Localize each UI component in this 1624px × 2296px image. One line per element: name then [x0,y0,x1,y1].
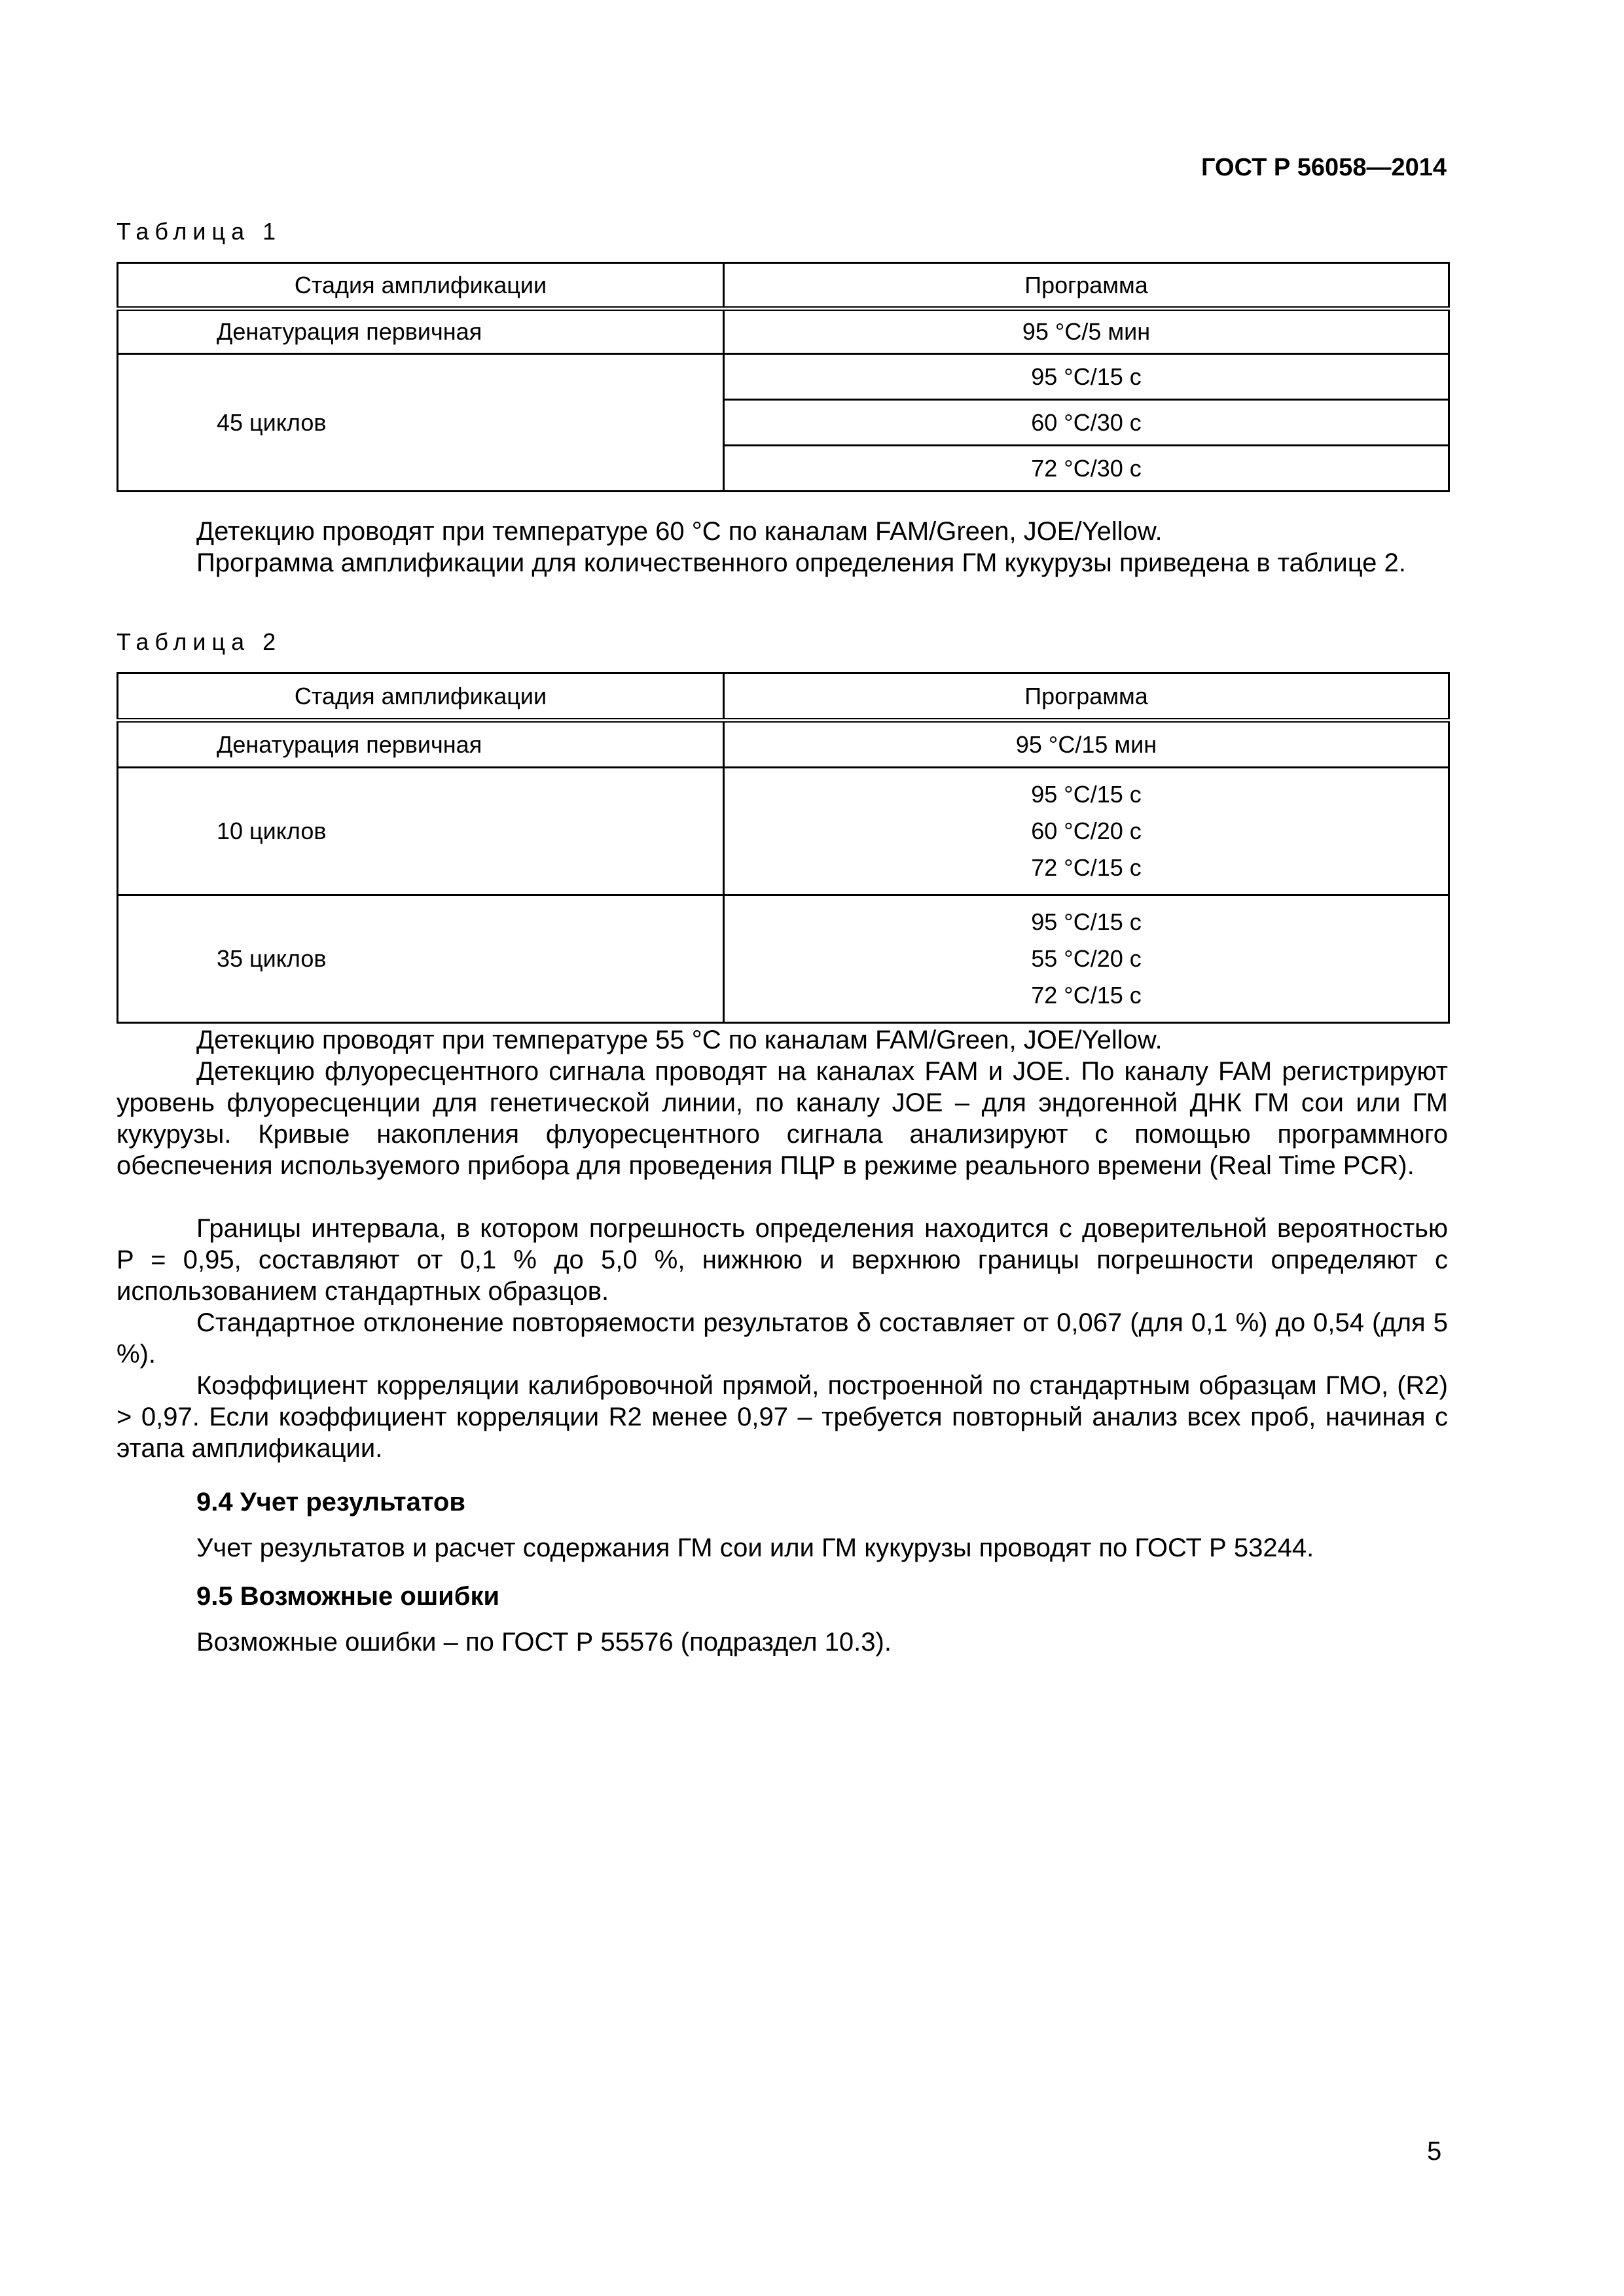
table2-row3-program-b: 55 °С/20 с [1031,945,1142,972]
table2-row2-program-b: 60 °С/20 с [1031,817,1142,844]
table2-row3-stage: 35 циклов [118,895,724,1023]
detection-note-60: Детекцию проводят при температуре 60 °С по каналам FAM/Green, JOE/Yellow. [196,517,1163,546]
correlation-paragraph: Коэффициент корреляции калибровочной прямой, построенной по стандартным образцам ГМО, (R2) > 0,97. Если коэффициент корреляции R2 менее 0,97 – требуется повторный анализ всех проб, начиная с этапа амплификации. [117,1371,1448,1463]
table2-row2-stage: 10 циклов [118,768,724,895]
table2-row3-program-a: 95 °С/15 с [1031,908,1142,935]
table1-row2-program-c: 72 °С/30 с [724,446,1449,492]
table1-caption: Таблица 1 [117,218,282,245]
table1-row1-stage: Денатурация первичная [118,309,724,354]
table2-header-stage: Стадия амплификации [118,673,724,721]
document-standard-number: ГОСТ Р 56058—2014 [1201,154,1447,181]
table2 [117,672,1450,1024]
table1-row1-program: 95 °С/5 мин [724,309,1449,354]
detection-note-55: Детекцию проводят при температуре 55 °С по каналам FAM/Green, JOE/Yellow. [196,1026,1163,1054]
table2-row1-stage: Денатурация первичная [118,721,724,768]
section-9-5-heading: 9.5 Возможные ошибки [196,1582,500,1611]
interval-bounds-paragraph: Границы интервала, в котором погрешность определения находится с доверительной вероятностью P = 0,95, составляют от 0,1 % до 5,0 %, нижнюю и верхнюю границы погрешности определяют с использованием стандартных образцов. [117,1214,1448,1306]
table2-header-program: Программа [724,673,1449,721]
program-note: Программа амплификации для количественного определения ГМ кукурузы приведена в таблице 2. [196,548,1406,577]
std-deviation-paragraph: Стандартное отклонение повторяемости результатов δ составляет от 0,067 (для 0,1 %) до 0,54 (для 5 %). [117,1308,1448,1369]
table1 [117,262,1450,492]
fluorescence-paragraph: Детекцию флуоресцентного сигнала проводят на каналах FAM и JOE. По каналу FAM регистрируют уровень флуоресценции для генетической линии, по каналу JOE – для эндогенной ДНК ГМ сои или ГМ кукурузы. Кривые накопления флуоресцентного сигнала анализируют с помощью программного обеспечения используемого прибора для проведения ПЦР в режиме реального времени (Real Time PCR). [117,1057,1448,1180]
table1-row2-program-b: 60 °С/30 с [724,400,1449,446]
page-number: 5 [1427,2137,1442,2166]
table1-row2-stage: 45 циклов [118,354,724,492]
table2-caption: Таблица 2 [117,628,282,655]
table2-row3-program [724,895,1449,1023]
table2-row2-program [724,768,1449,895]
table1-row2-program-a: 95 °С/15 с [724,354,1449,400]
table2-row3-program-c: 72 °С/15 с [1031,982,1142,1009]
table2-row1-program: 95 °С/15 мин [724,721,1449,768]
table2-row2-program-c: 72 °С/15 с [1031,854,1142,881]
table1-header-stage: Стадия амплификации [118,263,724,309]
section-9-5-text: Возможные ошибки – по ГОСТ Р 55576 (подраздел 10.3). [196,1628,892,1657]
section-9-4-text: Учет результатов и расчет содержания ГМ сои или ГМ кукурузы проводят по ГОСТ Р 53244. [196,1534,1314,1562]
table2-row2-program-a: 95 °С/15 с [1031,781,1142,808]
section-9-4-heading: 9.4 Учет результатов [196,1488,465,1516]
table1-header-program: Программа [724,263,1449,309]
